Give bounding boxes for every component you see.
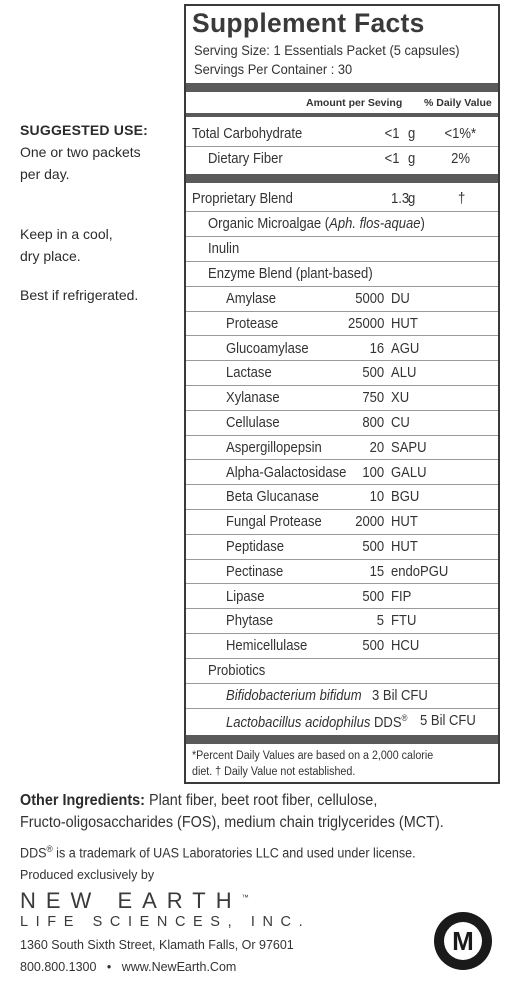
enzyme-amount: 500	[362, 365, 384, 382]
enzyme-amount: 5	[376, 613, 384, 630]
trademark-notice	[20, 844, 416, 861]
enzyme-name: Aspergillopepsin	[226, 439, 322, 456]
enzyme-row	[186, 634, 498, 659]
other-ingredients-text-1: Plant fiber, beet root fiber, cellulose,	[144, 792, 378, 809]
enzyme-row	[186, 411, 498, 436]
enzyme-amount: 800	[362, 415, 384, 431]
suggested-use-label: SUGGESTED USE:	[20, 122, 149, 138]
enzyme-row	[186, 461, 498, 486]
nutrient-amount: <1	[385, 126, 400, 142]
lacto-registered-mark: ®	[401, 713, 408, 723]
enzyme-name: Phytase	[226, 613, 274, 630]
column-header-amount: Amount per Seving	[306, 97, 403, 109]
nutrient-name: Total Carbohydrate	[192, 126, 303, 142]
enzyme-name: Cellulase	[226, 415, 280, 431]
probiotic-amount: 3 Bil CFU	[372, 688, 428, 704]
ingredient-name	[208, 216, 425, 232]
enzyme-name: Peptidase	[226, 539, 285, 555]
footnote-line-2: diet. † Daily Value not established.	[192, 766, 356, 778]
suggested-use-block	[20, 119, 180, 185]
contact-line	[20, 960, 236, 974]
enzyme-unit: endoPGU	[391, 563, 449, 580]
enzyme-unit: ALU	[391, 365, 417, 382]
storage-line-2: dry place.	[20, 248, 81, 264]
produced-by: Produced exclusively by	[20, 868, 155, 882]
dds-registered-mark: ®	[46, 844, 53, 854]
enzyme-unit: AGU	[391, 340, 420, 357]
daily-value-footnote	[192, 748, 477, 780]
enzyme-unit: HUT	[391, 539, 418, 555]
enzyme-name: Xylanase	[226, 390, 280, 407]
m-logo-icon	[432, 910, 494, 972]
brand-name	[20, 888, 249, 914]
enzyme-unit: GALU	[391, 464, 427, 481]
enzyme-amount: 5000	[354, 291, 384, 307]
suggested-use-line-2: per day.	[20, 166, 70, 182]
enzyme-unit: HUT	[391, 514, 418, 531]
probiotic-name: Bifidobacterium bifidum	[226, 688, 362, 704]
storage-line-1: Keep in a cool,	[20, 226, 113, 242]
microalgae-suffix: )	[420, 216, 425, 232]
nutrient-daily-value: †	[458, 191, 466, 207]
other-ingredients	[20, 790, 444, 834]
logo-letter: M	[452, 926, 474, 956]
enzyme-name: Glucoamylase	[226, 340, 309, 357]
facts-title: Supplement Facts	[192, 8, 425, 38]
ingredient-row-microalgae	[186, 212, 498, 237]
trademark-text: is a trademark of UAS Laboratories LLC and used under license.	[52, 845, 416, 861]
footnote-line-1: *Percent Daily Values are based on a 2,000 calorie	[192, 750, 434, 762]
enzyme-row	[186, 436, 498, 461]
enzyme-amount: 500	[362, 638, 384, 655]
enzyme-unit: FIP	[391, 588, 412, 605]
enzyme-unit: CU	[391, 415, 410, 431]
lacto-dds: DDS	[373, 714, 402, 731]
other-ingredients-text-2: Fructo-oligosaccharides (FOS), medium chain triglycerides (MCT).	[20, 814, 444, 831]
enzyme-row	[186, 287, 498, 312]
storage-block	[20, 223, 180, 267]
enzyme-amount: 750	[362, 390, 384, 407]
enzyme-amount: 10	[369, 489, 384, 506]
enzyme-name: Beta Glucanase	[226, 489, 319, 506]
enzyme-unit: XU	[391, 390, 410, 407]
ingredient-row-probiotics	[186, 659, 498, 684]
enzyme-amount: 20	[369, 439, 384, 456]
ingredient-name: Inulin	[208, 241, 240, 257]
enzyme-unit: DU	[391, 291, 410, 307]
serving-size: Serving Size: 1 Essentials Packet (5 capsules)	[194, 42, 460, 58]
enzyme-name: Fungal Protease	[226, 514, 322, 531]
dds-mark: DDS	[20, 845, 47, 861]
enzyme-unit: HCU	[391, 638, 420, 655]
brand-trademark: ™	[241, 894, 249, 902]
probiotic-name	[226, 713, 408, 731]
enzyme-name: Lactase	[226, 365, 272, 382]
suggested-use-line-1: One or two packets	[20, 144, 141, 160]
other-ingredients-label: Other Ingredients:	[20, 792, 145, 809]
nutrient-amount: 1.3	[390, 191, 409, 207]
thick-divider-top	[186, 83, 498, 92]
lacto-species: Lactobacillus acidophilus	[226, 714, 371, 731]
supplement-facts-panel	[184, 4, 500, 784]
enzyme-name: Protease	[226, 315, 279, 332]
enzyme-row	[186, 386, 498, 411]
enzyme-unit: SAPU	[391, 439, 427, 456]
nutrient-daily-value: 2%	[451, 151, 470, 167]
enzyme-amount: 500	[362, 539, 384, 555]
enzyme-amount: 2000	[354, 514, 384, 531]
enzyme-row	[186, 485, 498, 510]
separator-bullet: •	[106, 960, 112, 974]
enzyme-name: Alpha-Galactosidase	[226, 464, 347, 481]
enzyme-amount: 25000	[347, 315, 384, 332]
nutrient-unit: g	[408, 191, 416, 207]
refrigerate-text: Best if refrigerated.	[20, 287, 139, 303]
nutrient-unit: g	[408, 126, 416, 142]
enzyme-unit: HUT	[391, 315, 418, 332]
nutrient-unit: g	[408, 151, 416, 167]
servings-per-container: Servings Per Container : 30	[194, 61, 353, 77]
enzyme-name: Pectinase	[226, 563, 284, 580]
nutrient-daily-value: <1%*	[444, 126, 476, 142]
brand-line-1: NEW EARTH	[20, 888, 242, 913]
ingredient-row-enzyme-blend	[186, 262, 498, 287]
enzyme-name: Lipase	[226, 588, 265, 605]
enzyme-row	[186, 609, 498, 634]
microalgae-prefix: Organic Microalgae (	[208, 216, 330, 232]
ingredient-name: Probiotics	[208, 663, 266, 679]
enzyme-amount: 16	[369, 340, 384, 357]
company-address: 1360 South Sixth Street, Klamath Falls, Or 97601	[20, 938, 294, 952]
enzyme-row	[186, 510, 498, 535]
enzyme-row	[186, 337, 498, 362]
thick-divider-middle	[186, 174, 498, 183]
enzyme-amount: 100	[362, 464, 384, 481]
enzyme-name: Amylase	[226, 291, 277, 307]
ingredient-row-inulin	[186, 237, 498, 262]
enzyme-row	[186, 585, 498, 610]
enzyme-row	[186, 361, 498, 386]
probiotic-row-lactobacillus	[186, 709, 498, 734]
enzyme-amount: 500	[362, 588, 384, 605]
enzyme-name: Hemicellulase	[226, 638, 308, 655]
nutrient-row-carbohydrate	[186, 122, 498, 147]
enzyme-row	[186, 535, 498, 560]
column-header-daily-value: % Daily Value	[424, 97, 492, 109]
refrigerate-note	[20, 284, 180, 306]
microalgae-species: Aph. flos-aquae	[329, 216, 421, 232]
enzyme-amount: 15	[369, 563, 384, 580]
enzyme-row	[186, 312, 498, 337]
probiotic-row-bifidobacterium	[186, 684, 498, 709]
nutrient-row-fiber	[186, 147, 498, 172]
medium-divider	[186, 113, 498, 117]
nutrient-name: Dietary Fiber	[208, 151, 283, 167]
nutrient-row-blend	[186, 187, 498, 212]
probiotic-amount: 5 Bil CFU	[420, 713, 476, 729]
enzyme-row	[186, 560, 498, 585]
nutrient-amount: <1	[385, 151, 400, 167]
thick-divider-bottom	[186, 735, 498, 744]
website: www.NewEarth.Com	[121, 960, 237, 974]
enzyme-unit: BGU	[391, 489, 420, 506]
brand-subtitle: LIFE SCIENCES, INC.	[20, 914, 311, 930]
enzyme-unit: FTU	[391, 613, 417, 630]
phone-number: 800.800.1300	[20, 960, 97, 974]
ingredient-name: Enzyme Blend (plant-based)	[208, 266, 373, 282]
nutrient-name: Proprietary Blend	[192, 191, 293, 207]
